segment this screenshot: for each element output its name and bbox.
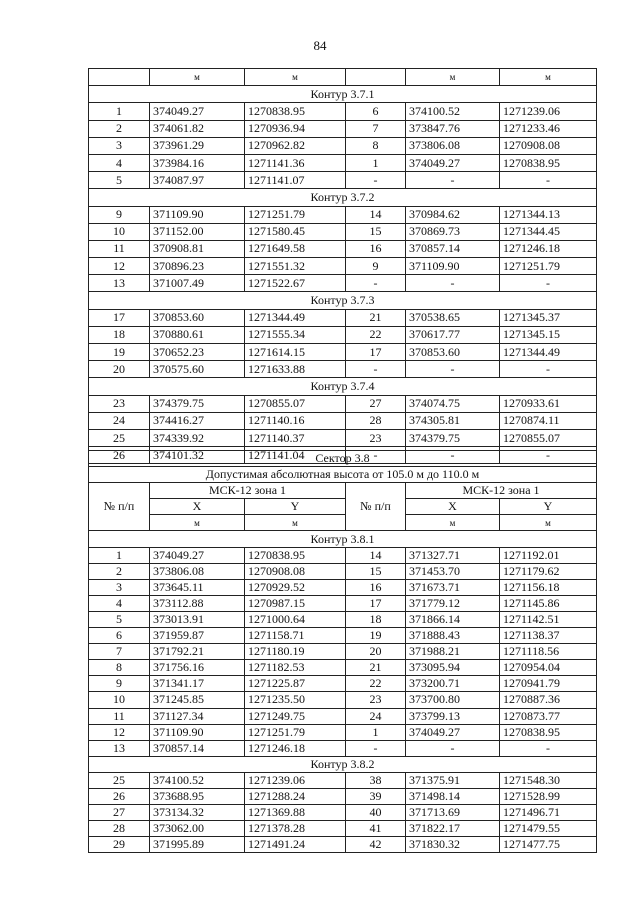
y-coordinate: 1271344.49 — [500, 344, 597, 361]
x-coordinate: 371245.85 — [150, 692, 245, 708]
y-coordinate: 1271192.01 — [500, 547, 597, 563]
y-coordinate: 1271140.37 — [245, 429, 346, 446]
y-coordinate: 1271239.06 — [500, 103, 597, 120]
x-coordinate: 371109.90 — [150, 724, 245, 740]
y-coordinate: 1271225.87 — [245, 676, 346, 692]
y-header-right: Y — [500, 499, 597, 515]
table-row — [89, 103, 597, 120]
y-coordinate: 1270936.94 — [245, 120, 346, 137]
point-number: 27 — [89, 805, 150, 821]
x-coordinate: 374379.75 — [406, 429, 500, 446]
y-coordinate: 1271479.55 — [500, 821, 597, 837]
point-number: 8 — [346, 137, 406, 154]
x-coordinate: 374101.32 — [150, 447, 245, 464]
point-number: 9 — [89, 676, 150, 692]
x-coordinate: 374049.27 — [150, 547, 245, 563]
x-coordinate: 371888.43 — [406, 628, 500, 644]
x-coordinate: 371498.14 — [406, 788, 500, 804]
unit-cell — [346, 69, 406, 86]
x-coordinate: 373062.00 — [150, 821, 245, 837]
y-coordinate: 1271141.07 — [245, 172, 346, 189]
x-coordinate: - — [406, 740, 500, 756]
x-coordinate: 373200.71 — [406, 676, 500, 692]
point-number: 5 — [89, 611, 150, 627]
y-coordinate: 1271141.04 — [245, 447, 346, 464]
x-coordinate: 370896.23 — [150, 258, 245, 275]
point-number: 27 — [346, 395, 406, 412]
y-unit-left: м — [245, 515, 346, 531]
table-row — [89, 579, 597, 595]
point-number: 16 — [346, 579, 406, 595]
y-coordinate: 1271141.36 — [245, 154, 346, 171]
x-coordinate: 370652.23 — [150, 344, 245, 361]
x-coordinate: 371995.89 — [150, 837, 245, 853]
point-number: 21 — [346, 309, 406, 326]
zone-header-right: МСК-12 зона 1 — [406, 483, 597, 499]
table-row — [89, 275, 597, 292]
y-coordinate: 1271140.16 — [245, 412, 346, 429]
y-coordinate: 1271118.56 — [500, 644, 597, 660]
point-number: 15 — [346, 223, 406, 240]
x-coordinate: 374061.82 — [150, 120, 245, 137]
x-coordinate: 370538.65 — [406, 309, 500, 326]
y-coordinate: 1271344.49 — [245, 309, 346, 326]
point-number: 9 — [89, 206, 150, 223]
point-number: 29 — [89, 837, 150, 853]
point-number: 26 — [89, 447, 150, 464]
point-number: 10 — [89, 223, 150, 240]
y-coordinate: 1271251.79 — [245, 724, 346, 740]
y-coordinate: - — [500, 275, 597, 292]
y-coordinate: 1270838.95 — [500, 724, 597, 740]
table-row — [89, 326, 597, 343]
y-header-left: Y — [245, 499, 346, 515]
point-number: 26 — [89, 788, 150, 804]
x-unit-left: м — [150, 515, 245, 531]
x-coordinate: 374087.97 — [150, 172, 245, 189]
x-coordinate: 371007.49 — [150, 275, 245, 292]
y-coordinate: 1271142.51 — [500, 611, 597, 627]
num-header-right: № п/п — [346, 483, 406, 531]
point-number: - — [346, 172, 406, 189]
x-coordinate: 373013.91 — [150, 611, 245, 627]
point-number: 23 — [89, 395, 150, 412]
contour-title: Контур 3.7.2 — [89, 189, 597, 206]
contour-title: Контур 3.8.2 — [89, 756, 597, 772]
x-coordinate: 374049.27 — [150, 103, 245, 120]
contour-title: Контур 3.8.1 — [89, 531, 597, 547]
y-coordinate: 1271233.46 — [500, 120, 597, 137]
y-coordinate: 1271528.99 — [500, 788, 597, 804]
y-coordinate: 1271246.18 — [245, 740, 346, 756]
contour-title: Контур 3.7.4 — [89, 378, 597, 395]
contour-title-row — [89, 86, 597, 103]
contour-title-row — [89, 531, 597, 547]
x-coordinate: 371830.32 — [406, 837, 500, 853]
y-coordinate: 1270838.95 — [245, 103, 346, 120]
x-coordinate: 374100.52 — [406, 103, 500, 120]
y-coordinate: 1270855.07 — [500, 429, 597, 446]
y-coordinate: 1270838.95 — [245, 547, 346, 563]
point-number: 19 — [346, 628, 406, 644]
point-number: 17 — [89, 309, 150, 326]
sector-coordinates-table — [88, 450, 597, 853]
point-number: 20 — [346, 644, 406, 660]
table-row — [89, 595, 597, 611]
x-coordinate: 373984.16 — [150, 154, 245, 171]
table-row — [89, 120, 597, 137]
y-coordinate: 1270929.52 — [245, 579, 346, 595]
x-coordinate: 371959.87 — [150, 628, 245, 644]
y-coordinate: 1271288.24 — [245, 788, 346, 804]
y-coordinate: 1271551.32 — [245, 258, 346, 275]
point-number: 12 — [89, 724, 150, 740]
table-row — [89, 172, 597, 189]
x-coordinate: - — [406, 447, 500, 464]
page-number: 84 — [313, 38, 327, 53]
x-coordinate: 374049.27 — [406, 154, 500, 171]
unit-cell — [89, 69, 150, 86]
y-coordinate: 1271251.79 — [500, 258, 597, 275]
contour-title: Контур 3.7.1 — [89, 86, 597, 103]
x-coordinate: 370908.81 — [150, 240, 245, 257]
table-row — [89, 676, 597, 692]
y-coordinate: 1271179.62 — [500, 563, 597, 579]
point-number: 4 — [89, 595, 150, 611]
table-row — [89, 837, 597, 853]
x-coordinate: 374100.52 — [150, 772, 245, 788]
y-coordinate: - — [500, 740, 597, 756]
x-coordinate: 371453.70 — [406, 563, 500, 579]
point-number: 5 — [89, 172, 150, 189]
contour-title: Контур 3.7.3 — [89, 292, 597, 309]
x-coordinate: 370869.73 — [406, 223, 500, 240]
x-coordinate: 371756.16 — [150, 660, 245, 676]
point-number: 21 — [346, 660, 406, 676]
y-coordinate: 1271491.24 — [245, 837, 346, 853]
y-coordinate: 1271138.37 — [500, 628, 597, 644]
table-row — [89, 644, 597, 660]
point-number: 3 — [89, 579, 150, 595]
x-coordinate: 371673.71 — [406, 579, 500, 595]
x-coordinate: 370617.77 — [406, 326, 500, 343]
x-coordinate: 373806.08 — [150, 563, 245, 579]
coordinates-table-continued — [88, 68, 597, 464]
table-row — [89, 206, 597, 223]
x-header-right: X — [406, 499, 500, 515]
point-number: 17 — [346, 344, 406, 361]
contour-title-row — [89, 378, 597, 395]
x-coordinate: 373799.13 — [406, 708, 500, 724]
x-header-left: X — [150, 499, 245, 515]
sector-title: Сектор 3.8 — [89, 451, 597, 467]
y-coordinate: 1271369.88 — [245, 805, 346, 821]
point-number: 2 — [89, 120, 150, 137]
point-number: 41 — [346, 821, 406, 837]
y-coordinate: 1271251.79 — [245, 206, 346, 223]
point-number: 23 — [346, 692, 406, 708]
x-coordinate: 370853.60 — [150, 309, 245, 326]
y-coordinate: 1271580.45 — [245, 223, 346, 240]
contour-title-row — [89, 292, 597, 309]
point-number: 20 — [89, 361, 150, 378]
table-row — [89, 708, 597, 724]
x-coordinate: 373645.11 — [150, 579, 245, 595]
table-row — [89, 692, 597, 708]
point-number: 22 — [346, 676, 406, 692]
table-row — [89, 628, 597, 644]
table-row — [89, 772, 597, 788]
point-number: - — [346, 275, 406, 292]
y-coordinate: 1271180.19 — [245, 644, 346, 660]
point-number: 22 — [346, 326, 406, 343]
contour-title-row — [89, 756, 597, 772]
point-number: 40 — [346, 805, 406, 821]
point-number: - — [346, 361, 406, 378]
point-number: 28 — [89, 821, 150, 837]
table-row — [89, 361, 597, 378]
y-coordinate: 1271246.18 — [500, 240, 597, 257]
table-row — [89, 563, 597, 579]
y-coordinate: 1271344.45 — [500, 223, 597, 240]
point-number: 8 — [89, 660, 150, 676]
y-coordinate: 1271548.30 — [500, 772, 597, 788]
point-number: 15 — [346, 563, 406, 579]
num-header-left: № п/п — [89, 483, 150, 531]
point-number: 9 — [346, 258, 406, 275]
unit-cell: м — [406, 69, 500, 86]
y-coordinate: 1270887.36 — [500, 692, 597, 708]
point-number: 1 — [89, 547, 150, 563]
y-coordinate: 1271235.50 — [245, 692, 346, 708]
y-coordinate: 1270873.77 — [500, 708, 597, 724]
y-coordinate: 1271614.15 — [245, 344, 346, 361]
y-coordinate: 1270987.15 — [245, 595, 346, 611]
point-number: 24 — [89, 412, 150, 429]
y-coordinate: 1271344.13 — [500, 206, 597, 223]
y-unit-right: м — [500, 515, 597, 531]
x-coordinate: - — [406, 172, 500, 189]
point-number: 11 — [89, 240, 150, 257]
x-coordinate: 373700.80 — [406, 692, 500, 708]
point-number: 25 — [89, 429, 150, 446]
y-coordinate: - — [500, 361, 597, 378]
y-coordinate: 1270874.11 — [500, 412, 597, 429]
x-coordinate: 370857.14 — [406, 240, 500, 257]
table-row — [89, 547, 597, 563]
x-unit-right: м — [406, 515, 500, 531]
y-coordinate: 1270954.04 — [500, 660, 597, 676]
table-row — [89, 821, 597, 837]
point-number: 1 — [346, 154, 406, 171]
y-coordinate: 1271156.18 — [500, 579, 597, 595]
x-coordinate: 371713.69 — [406, 805, 500, 821]
y-coordinate: 1271477.75 — [500, 837, 597, 853]
point-number: 18 — [346, 611, 406, 627]
x-coordinate: 371988.21 — [406, 644, 500, 660]
contour-title-row — [89, 189, 597, 206]
x-coordinate: 373095.94 — [406, 660, 500, 676]
x-coordinate: 371866.14 — [406, 611, 500, 627]
x-coordinate: 374379.75 — [150, 395, 245, 412]
y-coordinate: 1271633.88 — [245, 361, 346, 378]
point-number: 14 — [346, 206, 406, 223]
height-caption: Допустимая абсолютная высота от 105.0 м до 110.0 м — [89, 467, 597, 483]
x-coordinate: 373961.29 — [150, 137, 245, 154]
y-coordinate: 1270933.61 — [500, 395, 597, 412]
y-coordinate: 1270908.08 — [245, 563, 346, 579]
y-coordinate: - — [500, 172, 597, 189]
y-coordinate: 1271496.71 — [500, 805, 597, 821]
point-number: 10 — [89, 692, 150, 708]
table-row — [89, 724, 597, 740]
y-coordinate: 1271182.53 — [245, 660, 346, 676]
x-coordinate: 373806.08 — [406, 137, 500, 154]
point-number: 18 — [89, 326, 150, 343]
y-coordinate: 1271249.75 — [245, 708, 346, 724]
x-coordinate: 370857.14 — [150, 740, 245, 756]
point-number: 7 — [89, 644, 150, 660]
x-coordinate: 371375.91 — [406, 772, 500, 788]
x-coordinate: 370575.60 — [150, 361, 245, 378]
table-row — [89, 660, 597, 676]
point-number: 6 — [89, 628, 150, 644]
table-row — [89, 395, 597, 412]
table-row — [89, 412, 597, 429]
x-coordinate: 371792.21 — [150, 644, 245, 660]
table-row — [89, 240, 597, 257]
y-coordinate: 1271345.37 — [500, 309, 597, 326]
x-coordinate: 371127.34 — [150, 708, 245, 724]
y-coordinate: 1271345.15 — [500, 326, 597, 343]
point-number: 1 — [89, 103, 150, 120]
point-number: - — [346, 447, 406, 464]
unit-cell: м — [245, 69, 346, 86]
point-number: 13 — [89, 740, 150, 756]
x-coordinate: - — [406, 275, 500, 292]
x-coordinate: 374305.81 — [406, 412, 500, 429]
y-coordinate: 1271378.28 — [245, 821, 346, 837]
table-row — [89, 611, 597, 627]
x-coordinate: - — [406, 361, 500, 378]
point-number: 39 — [346, 788, 406, 804]
unit-header-row — [89, 69, 597, 86]
point-number: - — [346, 740, 406, 756]
point-number: 19 — [89, 344, 150, 361]
x-coordinate: 373134.32 — [150, 805, 245, 821]
y-coordinate: 1271649.58 — [245, 240, 346, 257]
y-coordinate: 1271522.67 — [245, 275, 346, 292]
x-coordinate: 373688.95 — [150, 788, 245, 804]
table-row — [89, 309, 597, 326]
point-number: 4 — [89, 154, 150, 171]
x-coordinate: 371109.90 — [150, 206, 245, 223]
x-coordinate: 371341.17 — [150, 676, 245, 692]
table-row — [89, 740, 597, 756]
zone-header-left: МСК-12 зона 1 — [150, 483, 346, 499]
table-row — [89, 137, 597, 154]
point-number: 14 — [346, 547, 406, 563]
point-number: 6 — [346, 103, 406, 120]
x-coordinate: 373112.88 — [150, 595, 245, 611]
y-coordinate: - — [500, 447, 597, 464]
point-number: 13 — [89, 275, 150, 292]
y-coordinate: 1270941.79 — [500, 676, 597, 692]
point-number: 2 — [89, 563, 150, 579]
y-coordinate: 1270962.82 — [245, 137, 346, 154]
table-row — [89, 258, 597, 275]
x-coordinate: 371822.17 — [406, 821, 500, 837]
x-coordinate: 371152.00 — [150, 223, 245, 240]
x-coordinate: 371327.71 — [406, 547, 500, 563]
point-number: 12 — [89, 258, 150, 275]
table-row — [89, 429, 597, 446]
point-number: 17 — [346, 595, 406, 611]
table-row — [89, 223, 597, 240]
x-coordinate: 370853.60 — [406, 344, 500, 361]
y-coordinate: 1271158.71 — [245, 628, 346, 644]
y-coordinate: 1270838.95 — [500, 154, 597, 171]
y-coordinate: 1271239.06 — [245, 772, 346, 788]
x-coordinate: 374339.92 — [150, 429, 245, 446]
point-number: 3 — [89, 137, 150, 154]
table-row — [89, 788, 597, 804]
point-number: 1 — [346, 724, 406, 740]
point-number: 7 — [346, 120, 406, 137]
table-row — [89, 154, 597, 171]
point-number: 42 — [346, 837, 406, 853]
point-number: 38 — [346, 772, 406, 788]
point-number: 25 — [89, 772, 150, 788]
x-coordinate: 370984.62 — [406, 206, 500, 223]
x-coordinate: 374049.27 — [406, 724, 500, 740]
x-coordinate: 374074.75 — [406, 395, 500, 412]
y-coordinate: 1271145.86 — [500, 595, 597, 611]
x-coordinate: 370880.61 — [150, 326, 245, 343]
point-number: 11 — [89, 708, 150, 724]
y-coordinate: 1270908.08 — [500, 137, 597, 154]
point-number: 16 — [346, 240, 406, 257]
x-coordinate: 371779.12 — [406, 595, 500, 611]
x-coordinate: 373847.76 — [406, 120, 500, 137]
x-coordinate: 374416.27 — [150, 412, 245, 429]
y-coordinate: 1270855.07 — [245, 395, 346, 412]
point-number: 24 — [346, 708, 406, 724]
point-number: 28 — [346, 412, 406, 429]
y-coordinate: 1271000.64 — [245, 611, 346, 627]
x-coordinate: 371109.90 — [406, 258, 500, 275]
y-coordinate: 1271555.34 — [245, 326, 346, 343]
unit-cell: м — [500, 69, 597, 86]
unit-cell: м — [150, 69, 245, 86]
point-number: 23 — [346, 429, 406, 446]
table-row — [89, 805, 597, 821]
table-row — [89, 344, 597, 361]
